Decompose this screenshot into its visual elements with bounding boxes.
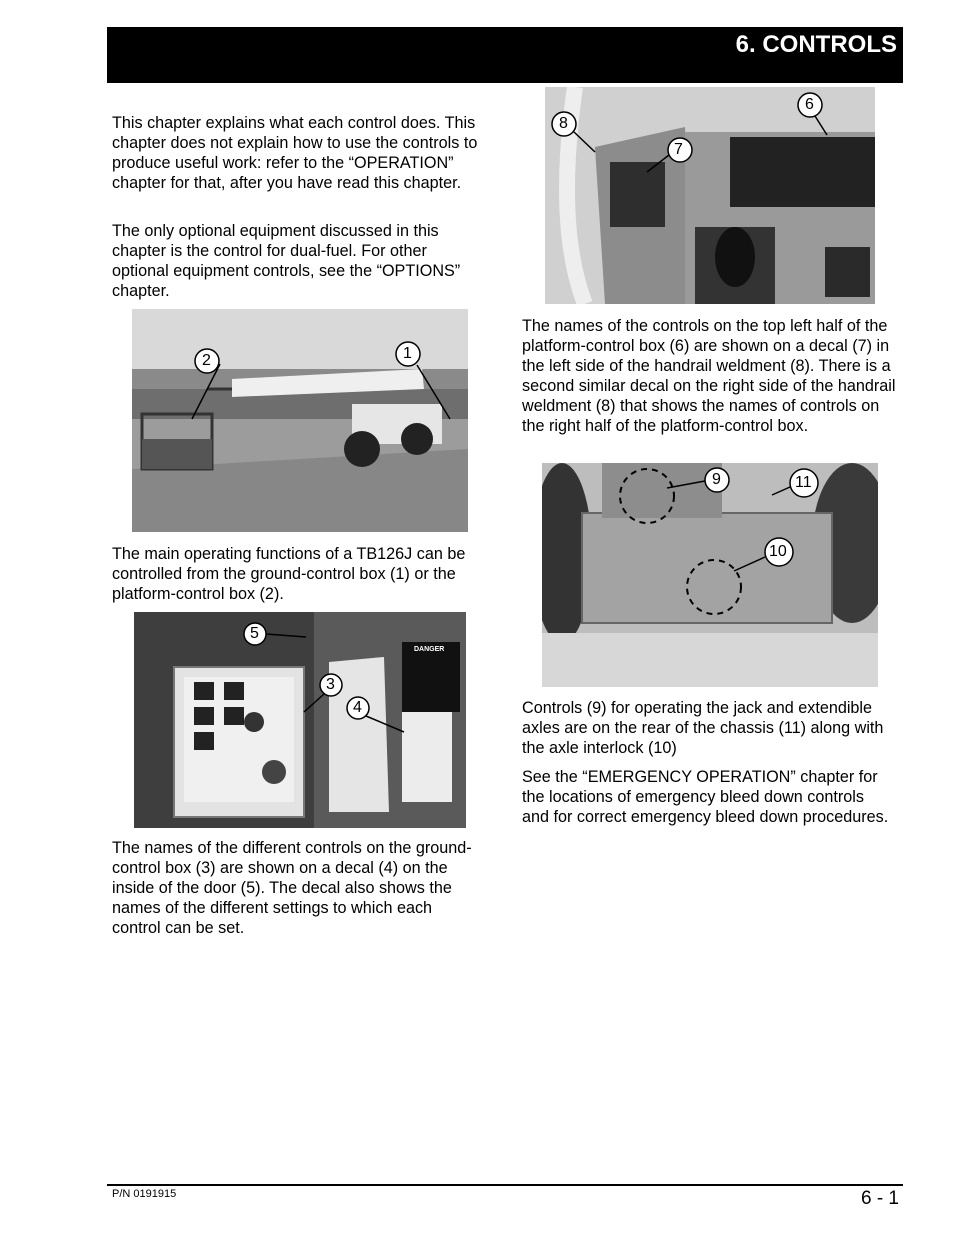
- callout-9: 9: [712, 471, 721, 488]
- emergency-paragraph: See the “EMERGENCY OPERATION” chapter for the locations of emergency bleed down controls and for correct emergency bleed down procedures.: [522, 768, 889, 826]
- ground-control-box-photo: [134, 612, 466, 828]
- machine-photo: [132, 309, 468, 532]
- intro-paragraph-2: The only optional equipment discussed in this chapter is the control for dual-fuel. For other optional equipment controls, see the “OPTIONS” chapter.: [112, 222, 461, 300]
- callout-11: 11: [795, 474, 812, 491]
- machine-caption: The main operating functions of a TB126J can be controlled from the ground-control box (1) or the platform-control box (2).: [112, 545, 466, 603]
- intro-paragraph-1: This chapter explains what each control does. This chapter does not explain how to use the controls to produce useful work: refer to the “OPERATION” chapter for that, after you have read this chapter.: [112, 114, 478, 192]
- chassis-caption: Controls (9) for operating the jack and extendible axles are on the rear of the chassis (11) along with the axle interlock (10): [522, 699, 884, 757]
- callout-3: 3: [326, 676, 335, 693]
- callout-2: 2: [202, 352, 211, 369]
- platform-control-box-photo: [545, 87, 875, 304]
- chassis-photo: [542, 463, 878, 687]
- callout-1: 1: [403, 345, 412, 362]
- callout-10: 10: [769, 543, 787, 560]
- callout-8: 8: [559, 115, 568, 132]
- callout-6: 6: [805, 96, 814, 113]
- chapter-header-bar: [107, 27, 903, 83]
- callout-7: 7: [674, 141, 683, 158]
- callout-4: 4: [353, 699, 362, 716]
- callout-5: 5: [250, 625, 259, 642]
- danger-decal-label: DANGER: [414, 646, 445, 653]
- footer-rule: [107, 1184, 903, 1186]
- platform-caption: The names of the controls on the top left half of the platform-control box (6) are shown on a decal (7) in the left side of the handrail weldment (8). There is a second similar decal on the right side of the handrail weldment (8) that shows the names of controls on the right half of the platform-control box.: [522, 317, 896, 435]
- chapter-title: 6. CONTROLS: [735, 31, 897, 58]
- page-number: 6 - 1: [860, 1188, 899, 1209]
- part-number: P/N 0191915: [112, 1188, 177, 1200]
- ground-box-caption: The names of the different controls on the ground-control box (3) are shown on a decal (4) on the inside of the door (5). The decal also shows the names of the different settings to which each control can be set.: [112, 839, 472, 937]
